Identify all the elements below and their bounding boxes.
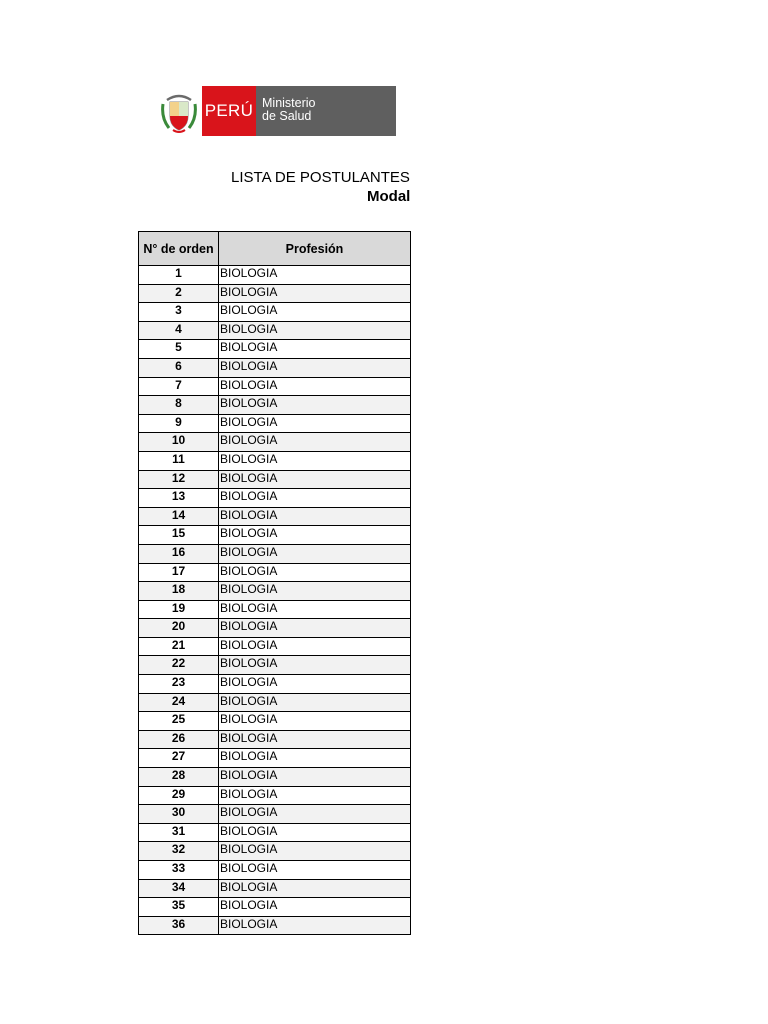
table-row [139,451,411,470]
table-row [139,675,411,694]
table-row [139,786,411,805]
order-number-cell: 26 [139,730,219,749]
order-number-cell: 14 [139,507,219,526]
profession-cell: BIOLOGIA [219,879,411,898]
order-number-cell: 11 [139,451,219,470]
table-row [139,861,411,880]
page-title [0,169,411,189]
table-row [139,377,411,396]
table-row [139,637,411,656]
order-number-cell: 8 [139,396,219,415]
order-number-cell: 1 [139,266,219,285]
order-number-cell: 13 [139,489,219,508]
logo-ministry-line1: Ministerio [262,96,316,110]
profession-cell: BIOLOGIA [219,749,411,768]
order-number-cell: 12 [139,470,219,489]
profession-cell: BIOLOGIA [219,712,411,731]
order-number-cell: 6 [139,358,219,377]
profession-cell: BIOLOGIA [219,730,411,749]
profession-cell: BIOLOGIA [219,451,411,470]
table-row [139,470,411,489]
table-row [139,879,411,898]
table-row [139,916,411,935]
table-row [139,507,411,526]
table-row [139,823,411,842]
profession-cell: BIOLOGIA [219,898,411,917]
table-row [139,266,411,285]
profession-cell: BIOLOGIA [219,656,411,675]
table-row [139,712,411,731]
profession-cell: BIOLOGIA [219,600,411,619]
table-row [139,340,411,359]
page-title-text: LISTA DE POSTULANTES [231,169,410,186]
profession-cell: BIOLOGIA [219,303,411,322]
table-row [139,284,411,303]
profession-cell: BIOLOGIA [219,786,411,805]
order-number-cell: 30 [139,805,219,824]
order-number-cell: 7 [139,377,219,396]
table-row [139,730,411,749]
profession-cell: BIOLOGIA [219,507,411,526]
profession-cell: BIOLOGIA [219,861,411,880]
table-row [139,526,411,545]
order-number-cell: 27 [139,749,219,768]
profession-cell: BIOLOGIA [219,675,411,694]
profession-cell: BIOLOGIA [219,358,411,377]
profession-cell: BIOLOGIA [219,619,411,638]
peru-coat-of-arms-icon [159,88,199,134]
profession-cell: BIOLOGIA [219,284,411,303]
order-number-cell: 20 [139,619,219,638]
order-number-cell: 28 [139,768,219,787]
order-number-cell: 15 [139,526,219,545]
profession-cell: BIOLOGIA [219,823,411,842]
table-header-row [139,232,411,266]
table-row [139,303,411,322]
profession-cell: BIOLOGIA [219,321,411,340]
profession-cell: BIOLOGIA [219,544,411,563]
table-row [139,489,411,508]
applicants-table [138,231,411,935]
profession-cell: BIOLOGIA [219,340,411,359]
table-row [139,898,411,917]
order-number-cell: 34 [139,879,219,898]
profession-cell: BIOLOGIA [219,396,411,415]
minsa-logo [159,86,396,136]
table-row [139,619,411,638]
order-number-cell: 22 [139,656,219,675]
table-row [139,321,411,340]
profession-cell: BIOLOGIA [219,526,411,545]
order-number-cell: 32 [139,842,219,861]
order-number-cell: 16 [139,544,219,563]
column-header-profession: Profesión [219,232,411,266]
table-row [139,656,411,675]
order-number-cell: 18 [139,582,219,601]
profession-cell: BIOLOGIA [219,916,411,935]
table-row [139,582,411,601]
profession-cell: BIOLOGIA [219,582,411,601]
order-number-cell: 31 [139,823,219,842]
profession-cell: BIOLOGIA [219,805,411,824]
profession-cell: BIOLOGIA [219,377,411,396]
table-row [139,358,411,377]
table-row [139,433,411,452]
profession-cell: BIOLOGIA [219,693,411,712]
order-number-cell: 5 [139,340,219,359]
order-number-cell: 25 [139,712,219,731]
table-row [139,768,411,787]
table-row [139,414,411,433]
order-number-cell: 2 [139,284,219,303]
table-row [139,563,411,582]
profession-cell: BIOLOGIA [219,433,411,452]
table-row [139,544,411,563]
order-number-cell: 17 [139,563,219,582]
order-number-cell: 33 [139,861,219,880]
order-number-cell: 3 [139,303,219,322]
profession-cell: BIOLOGIA [219,470,411,489]
logo-ministry-line2: de Salud [262,109,312,123]
profession-cell: BIOLOGIA [219,414,411,433]
order-number-cell: 35 [139,898,219,917]
order-number-cell: 10 [139,433,219,452]
order-number-cell: 23 [139,675,219,694]
page-subtitle [0,187,411,207]
page-subtitle-text: Modal [367,188,411,205]
order-number-cell: 4 [139,321,219,340]
order-number-cell: 36 [139,916,219,935]
profession-cell: BIOLOGIA [219,768,411,787]
table-row [139,842,411,861]
profession-cell: BIOLOGIA [219,266,411,285]
table-body [139,266,411,935]
order-number-cell: 9 [139,414,219,433]
table-row [139,749,411,768]
profession-cell: BIOLOGIA [219,637,411,656]
table-row [139,600,411,619]
table-row [139,396,411,415]
order-number-cell: 19 [139,600,219,619]
profession-cell: BIOLOGIA [219,563,411,582]
logo-ministry-label [256,86,396,136]
column-header-order: N° de orden [139,232,219,266]
profession-cell: BIOLOGIA [219,489,411,508]
table-row [139,693,411,712]
profession-cell: BIOLOGIA [219,842,411,861]
order-number-cell: 24 [139,693,219,712]
order-number-cell: 29 [139,786,219,805]
order-number-cell: 21 [139,637,219,656]
logo-country-label: PERÚ [202,86,256,136]
table-row [139,805,411,824]
